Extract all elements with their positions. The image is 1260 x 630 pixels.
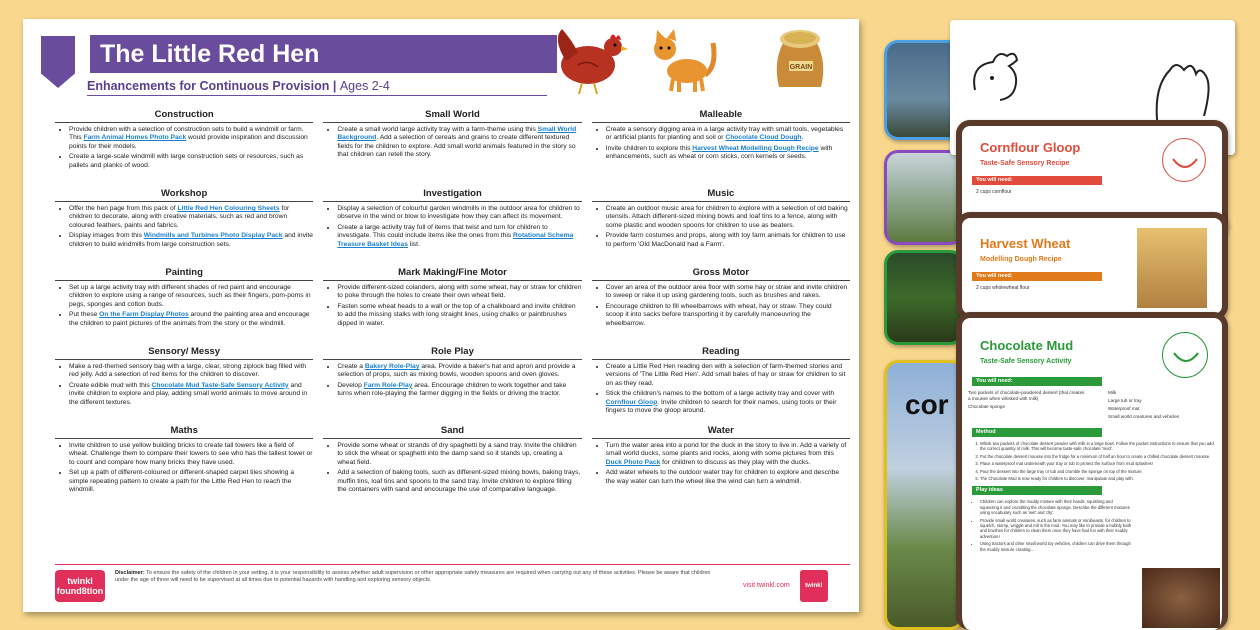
section-list	[323, 126, 581, 160]
section-gross-motor	[592, 267, 850, 346]
section-heading: Painting	[55, 267, 313, 281]
text-segment: list.	[407, 240, 420, 248]
smile-icon	[1162, 138, 1206, 182]
disclaimer	[115, 570, 725, 584]
chocolate-card	[956, 312, 1228, 630]
list-item	[69, 363, 313, 380]
section-list	[55, 284, 313, 328]
text-segment: Cover an area of the outdoor area floor with some hay or straw and invite children to sweep or rake it up using gardening tools, such as brushes and rakes.	[605, 284, 848, 300]
section-heading: Music	[592, 188, 850, 202]
list-item	[337, 442, 581, 467]
card-list-item: Waterproof mat	[1108, 406, 1140, 411]
cornflour-need: You will need:	[972, 176, 1102, 185]
section-list	[323, 363, 581, 399]
section-water	[592, 425, 850, 504]
section-sensory-messy	[55, 346, 313, 425]
section-heading: Malleable	[592, 109, 850, 123]
grain-sack-icon	[769, 21, 833, 93]
text-segment: Provide some wheat or strands of dry spaghetti by a sand tray. Invite the children to stick the wheat or spaghetti into the damp sand so it stands up, creating a wheat field.	[337, 442, 577, 466]
harvest-need: You will need:	[972, 272, 1102, 281]
list-item	[337, 126, 581, 160]
enhancements-document	[23, 19, 859, 612]
card-list-item: Small world creatures and vehicles	[1108, 414, 1179, 419]
harvest-title: Harvest Wheat	[980, 236, 1071, 251]
section-malleable	[592, 109, 850, 188]
section-list	[55, 442, 313, 494]
list-item	[606, 232, 850, 249]
photo-card-caption: cor	[905, 389, 949, 420]
text-segment: Develop	[337, 381, 364, 389]
text-segment: around the painting area and encourage the children to paint pictures of the animals from the story or the windmill.	[69, 311, 310, 327]
text-segment: with enhancements, such as wheat or corn sticks, corn kernels or seeds.	[605, 144, 833, 161]
footer-divider	[55, 564, 850, 565]
section-heading: Investigation	[323, 188, 581, 202]
text-segment: Invite children to explore this	[605, 144, 693, 152]
section-construction	[55, 109, 313, 188]
section-heading: Sensory/ Messy	[55, 346, 313, 360]
photo-card-field	[884, 150, 964, 245]
list-item	[69, 284, 313, 309]
text-segment: Set up a large activity tray with different shades of red paint and encourage children to explore using a range of resources, such as their fingers, pom-poms in pegs, sponges and cotton buds.	[69, 284, 311, 308]
logo-line2: found8tion	[56, 586, 104, 596]
card-list-item: Two packets of chocolate-powdered dessert (that creates a mousse when whisked with milk)	[968, 390, 1085, 401]
text-segment: would provide inspiration and discussion points for their models.	[69, 134, 308, 150]
card-list-item: 2. Put the chocolate dessert mousse into the fridge for a minimum of half an hour to create a chilled chocolate dessert mousse.	[980, 454, 1214, 459]
text-segment: Create edible mud with this	[69, 381, 152, 389]
logo-line1: twinkl	[67, 576, 93, 586]
section-list	[55, 126, 313, 170]
card-list-item: 4. Pour the dessert into the large tray or tub and crumble the sponge on top of the mixture.	[980, 469, 1214, 474]
needs-right	[1108, 390, 1218, 422]
disclaimer-label: Disclaimer:	[115, 570, 145, 576]
photo-card-grass	[884, 250, 964, 345]
subtitle-text: Enhancements for Continuous Provision	[87, 79, 330, 93]
card-list-item: 5. The Chocolate Mud is now ready for children to discover, manipulate and play with.	[980, 476, 1214, 481]
list-item	[69, 382, 313, 407]
section-heading: Reading	[592, 346, 850, 360]
text-segment: and invite children to build windmills from large construction sets.	[69, 232, 313, 248]
text-segment: and invite children to explore and play, adding small world animals to move around in the different textures.	[69, 381, 308, 406]
section-heading: Gross Motor	[592, 267, 850, 281]
text-segment: for children to decorate, along with creative materials, such as red and brown coloured feathers, paints and fabrics.	[69, 205, 290, 229]
list-item	[69, 126, 313, 151]
list-item	[69, 232, 313, 249]
chocolate-subtitle: Taste-Safe Sensory Activity	[980, 358, 1072, 365]
cornflour-title: Cornflour Gloop	[980, 140, 1081, 155]
section-list	[592, 363, 850, 415]
list-item	[69, 469, 313, 494]
text-segment: Set up a path of different-coloured or different-shaped carpet tiles showing a simple repeating pattern to create a path for the Little Red Hen to reach the windmill.	[69, 469, 295, 494]
harvest-card	[956, 212, 1228, 320]
page-subtitle: Enhancements for Continuous Provision | Ages 2-4	[87, 79, 390, 93]
section-painting	[55, 267, 313, 346]
text-segment: Turn the water area into a pond for the duck in the story to live in. Add a variety of small world ducks, some plants and rocks, along with some pictures from this	[605, 442, 847, 458]
text-segment: Fasten some wheat heads to a wall or the top of a chalkboard and invite children to add the missing stalks with long straight lines, using chalks or paintbrushes dipped in water.	[337, 302, 576, 327]
list-item	[337, 224, 581, 249]
dough-bowl-icon	[1137, 228, 1207, 308]
resource-link[interactable]: Small World Background	[337, 126, 577, 142]
visit-link[interactable]: visit twinkl.com	[743, 582, 790, 589]
section-heading: Sand	[323, 425, 581, 439]
list-item	[606, 469, 850, 486]
text-segment: Offer the hen page from this pack of	[69, 205, 178, 212]
harvest-row: 2 cups wholewheat flour	[976, 285, 1030, 291]
card-list-item: Milk	[1108, 390, 1117, 395]
section-mark-making-fine-motor	[323, 267, 581, 346]
list-item	[606, 390, 850, 415]
text-segment: Create an outdoor music area for children to explore with a selection of old baking utensils. Attach different-sized mixing bowls and loaf tins to a fence, along with some plastic and wooden spoons for children to use as beaters.	[605, 205, 848, 229]
photo-card-windmill	[884, 360, 964, 630]
title-bar	[87, 35, 557, 73]
chocolate-title: Chocolate Mud	[980, 338, 1074, 353]
card-list-item: 3. Place a waterproof mat underneath your tray or tub to protect the surface from mud splashes!	[980, 461, 1214, 466]
text-segment: Make a red-themed sensory bag with a large, clear, strong ziplock bag filled with red jelly. Add a selection of red items for the children to discover.	[69, 363, 307, 379]
text-segment: for children to discuss as they play with the ducks.	[660, 458, 811, 466]
list-item	[337, 205, 581, 222]
list-item	[69, 205, 313, 230]
text-segment: Create a	[337, 363, 365, 370]
footer	[55, 570, 850, 602]
text-segment: area. Encourage children to work together and take turns when role-playing the farmer digging in the fields or driving the tractor.	[337, 381, 567, 398]
grain-label: GRAIN	[789, 64, 813, 71]
resource-link[interactable]: Chocolate Mud Taste-Safe Sensory Activity	[151, 381, 289, 389]
section-list	[323, 284, 581, 328]
text-segment: area. Provide a baker's hat and apron and provide a selection of props, such as mixing bowls, wooden spoons and oven gloves.	[337, 363, 576, 379]
card-list-item: • Provide small world creatures, such as farm animals or minibeasts, for children to squelch, stomp, wriggle and roll in the mud. You may like to provide a bubbly bath and brushes for children to clean them once they have had fun with their muddy adventure!	[980, 518, 1132, 540]
text-segment: . Invite children to search for their names, using tools or their fingers to move the gloop around.	[605, 398, 837, 415]
text-segment: Display images from this	[69, 232, 144, 240]
text-segment: Create a Little Red Hen reading den with a selection of farm-themed stories and versions of 'The Little Red Hen'. Add small bales of hay or straw for children to sit on as they read.	[605, 363, 846, 387]
section-small-world	[323, 109, 581, 188]
sections-grid	[55, 109, 850, 504]
needs-left	[968, 390, 1088, 422]
twinkl-badge: twinkl	[800, 570, 828, 602]
subtitle-divider	[87, 95, 547, 96]
list-item	[606, 363, 850, 388]
text-segment: Encourage children to fill wheelbarrows with wheat, hay or straw. They could scoop it into sacks before transporting it by carefully manoeuvring the wheelbarrow.	[605, 302, 832, 327]
hen-icon	[548, 21, 628, 96]
text-segment: Provide different-sized colanders, along with some wheat, hay or straw for children to poke through the holes to create their own wheat field.	[337, 284, 582, 300]
cornflour-subtitle: Taste-Safe Sensory Recipe	[980, 160, 1070, 167]
list-item	[606, 126, 850, 143]
list-item	[337, 303, 581, 328]
ages-text: Ages 2-4	[339, 79, 390, 93]
text-segment: Put these	[69, 311, 100, 319]
section-list	[592, 126, 850, 162]
resource-link[interactable]: Farm Role-Play	[363, 381, 413, 389]
section-heading: Water	[592, 425, 850, 439]
text-segment: Add water wheels to the outdoor water tray for children to explore and describe the way water can turn the wheel like the wind can turn a windmill.	[605, 469, 840, 485]
list-item	[337, 284, 581, 301]
section-reading	[592, 346, 850, 425]
resource-link[interactable]: Bakery Role-Play	[364, 363, 420, 370]
method-label: Method	[972, 428, 1102, 437]
bookmark-ribbon	[41, 36, 75, 88]
text-segment: . Add a selection of cereals and grains to create different textured fields for the children to explore. Add small world animals featured in the story so that children can retell the story.	[337, 134, 576, 159]
resource-link[interactable]: Little Red Hen Colouring Sheets	[177, 205, 280, 212]
list-item	[606, 284, 850, 301]
section-heading: Maths	[55, 425, 313, 439]
list-item	[337, 363, 581, 380]
section-role-play	[323, 346, 581, 425]
play-label: Play ideas	[972, 486, 1102, 495]
list-item	[606, 303, 850, 328]
harvest-subtitle: Modelling Dough Recipe	[980, 256, 1062, 263]
section-list	[592, 284, 850, 328]
method-list	[980, 441, 1214, 481]
section-maths	[55, 425, 313, 504]
list-item	[69, 442, 313, 467]
section-music	[592, 188, 850, 267]
card-list-item: Chocolate sponge	[968, 404, 1006, 409]
card-list-item: • Children can explore the muddy mixture with their hands, squishing and squeezing it and crumbling the chocolate sponge. Describe the different mixtures using vocabulary such as 'wet' and 'dry'.	[980, 499, 1132, 515]
section-heading: Small World	[323, 109, 581, 123]
disclaimer-text: To ensure the safety of the children in your setting, it is your responsibility to assess whether adult supervision or other appropriate safety measures are required when carrying out any of these activities. Please be aware that children under the age of three will need to be supervised at all times due to potential hazards with handling and exploring sensory objects.	[115, 570, 711, 583]
list-item	[69, 311, 313, 328]
text-segment: Provide farm costumes and props, along with toy farm animals for children to use to perform 'Old MacDonald had a Farm'.	[605, 232, 846, 248]
section-list	[592, 205, 850, 249]
card-list-item: • Using tractors and other small world toy vehicles, children can drive them through the muddy mixture creating...	[980, 541, 1132, 552]
section-heading: Workshop	[55, 188, 313, 202]
text-segment: Display a selection of colourful garden windmills in the outdoor area for children to observe in the wind or blow to investigate how they can affect its movement.	[337, 205, 580, 221]
text-segment: Add a selection of baking tools, such as different-sized mixing bowls, baking trays, muffin tins, loaf tins and spoons to the sand tray. Invite children to explore filling the containers with sand and encourage the use of comparative language.	[337, 469, 581, 494]
resource-link[interactable]: Duck Photo Pack	[605, 458, 661, 466]
play-list	[980, 499, 1132, 552]
section-heading: Mark Making/Fine Motor	[323, 267, 581, 281]
section-list	[323, 442, 581, 494]
section-list	[55, 205, 313, 249]
text-segment: Create a small world large activity tray with a farm-theme using this	[337, 126, 538, 133]
chocolate-need: You will need:	[972, 377, 1102, 386]
section-investigation	[323, 188, 581, 267]
text-segment: Stick the children's names to the bottom of a large activity tray and cover with	[605, 390, 835, 398]
card-list-item: Large tub or tray	[1108, 398, 1142, 403]
text-segment: Provide children with a selection of construction sets to build a windmill or farm. This	[69, 126, 304, 142]
list-item	[606, 442, 850, 467]
list-item	[337, 469, 581, 494]
resource-link[interactable]: Rotational Schema Treasure Basket Ideas	[337, 232, 574, 248]
section-heading: Construction	[55, 109, 313, 123]
section-list	[55, 363, 313, 407]
card-list-item: 1. Whisk two packets of chocolate dessert powder with milk in a large bowl. Follow the packet instructions to ensure that you add the correct quantity of milk. This will become taste-safe chocolate 'mud'.	[980, 441, 1214, 452]
mud-photo	[1142, 568, 1220, 628]
resource-link[interactable]: Harvest Wheat Modelling Dough Recipe	[692, 144, 819, 152]
section-sand	[323, 425, 581, 504]
section-workshop	[55, 188, 313, 267]
resource-link[interactable]: Windmills and Turbines Photo Display Pack	[143, 232, 283, 240]
section-heading: Role Play	[323, 346, 581, 360]
cornflour-row: 2 cups cornflour	[976, 189, 1012, 195]
text-segment: Create a large activity tray full of items that twist and turn for children to investigate. This could include items like the ones from this	[337, 223, 548, 240]
text-segment: Invite children to use yellow building bricks to create tall towers like a field of wheat. Challenge them to compare their towers to see who has the tallest tower or to count and compare how many bricks they have used.	[69, 442, 313, 466]
resource-link[interactable]: Chocolate Cloud Dough	[725, 134, 802, 142]
list-item	[337, 382, 581, 399]
resource-link[interactable]: Cornflour Gloop	[605, 398, 658, 406]
list-item	[69, 153, 313, 170]
list-item	[606, 145, 850, 162]
cat-icon	[649, 23, 717, 93]
text-segment: .	[801, 134, 804, 142]
twinkl-foundation-logo	[55, 570, 105, 602]
section-list	[592, 442, 850, 486]
section-list	[323, 205, 581, 249]
text-segment: Create a sensory digging area in a large activity tray with small tools, vegetables or artificial plants for planting and soil or	[605, 126, 844, 142]
text-segment: Create a large-scale windmill with large construction sets or resources, such as pallets and planks of wood.	[69, 153, 304, 169]
list-item	[606, 205, 850, 230]
resource-link[interactable]: Farm Animal Homes Photo Pack	[83, 134, 187, 142]
resource-link[interactable]: On the Farm Display Photos	[99, 311, 189, 319]
page-title: The Little Red Hen	[100, 39, 320, 68]
smile-icon	[1162, 332, 1208, 378]
